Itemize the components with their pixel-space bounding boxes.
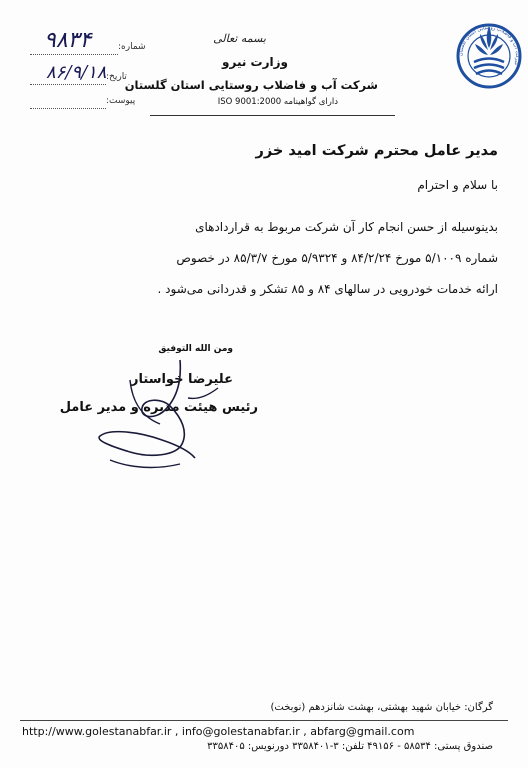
body-line: شماره ۵/۱۰۰۹ مورخ ۸۴/۲/۲۴ و ۵/۹۳۲۴ مورخ ۸۵/۳/۷ در خصوص bbox=[176, 251, 498, 265]
letter-body bbox=[38, 212, 498, 305]
basmala: بسمه تعالی bbox=[213, 32, 266, 45]
closing-stamp: ومن الله التوفیق bbox=[158, 344, 233, 354]
attachment-line bbox=[30, 108, 106, 109]
footer-phones: صندوق پستی: ۵۸۵۳۴ - ۴۹۱۵۶ تلفن: ۳-۳۳۵۸۴۰۱ دورنویس: ۳۳۵۸۴۰۵ bbox=[207, 741, 493, 752]
date-line bbox=[30, 84, 106, 85]
number-label: شماره: bbox=[118, 42, 146, 52]
company-logo bbox=[456, 8, 522, 104]
footer-address: گرگان: خیابان شهید بهشتی، بهشت شانزدهم (نوبخت) bbox=[270, 702, 493, 713]
date-value: ۸۶/۹/۱۸ bbox=[46, 62, 107, 83]
company-name: شرکت آب و فاضلاب روستایی استان گلستان bbox=[124, 78, 378, 92]
footer-contact: http://www.golestanabfar.ir , info@golestanabfar.ir , abfarg@gmail.com bbox=[22, 725, 415, 738]
greeting: با سلام و احترام bbox=[417, 178, 498, 192]
number-value: ۹۸۳۴ bbox=[44, 28, 92, 53]
body-line: ارائه خدمات خودرویی در سالهای ۸۴ و ۸۵ تشکر و قدردانی می‌شود . bbox=[157, 282, 498, 296]
addressee: مدیر عامل محترم شرکت امید خزر bbox=[255, 143, 498, 159]
signer-title: رئیس هیئت مدیره و مدیر عامل bbox=[59, 400, 258, 415]
ministry-name: وزارت نیرو bbox=[222, 55, 288, 69]
body-line: بدینوسیله از حسن انجام کار آن شرکت مربوط به قراردادهای bbox=[195, 220, 498, 234]
attachment-label: پیوست: bbox=[106, 96, 136, 106]
header-divider bbox=[150, 115, 395, 116]
signer-name: علیرضا خواستار bbox=[131, 372, 233, 387]
iso-certificate: دارای گواهینامه ISO 9001:2000 bbox=[217, 97, 338, 107]
date-label: تاریخ: bbox=[106, 72, 127, 82]
number-line bbox=[30, 54, 118, 55]
logo-ring-text: شرکت آب و فاضلاب روستایی استان گلستان bbox=[457, 24, 521, 66]
footer-divider bbox=[20, 720, 508, 721]
handwritten-signature bbox=[70, 340, 250, 480]
